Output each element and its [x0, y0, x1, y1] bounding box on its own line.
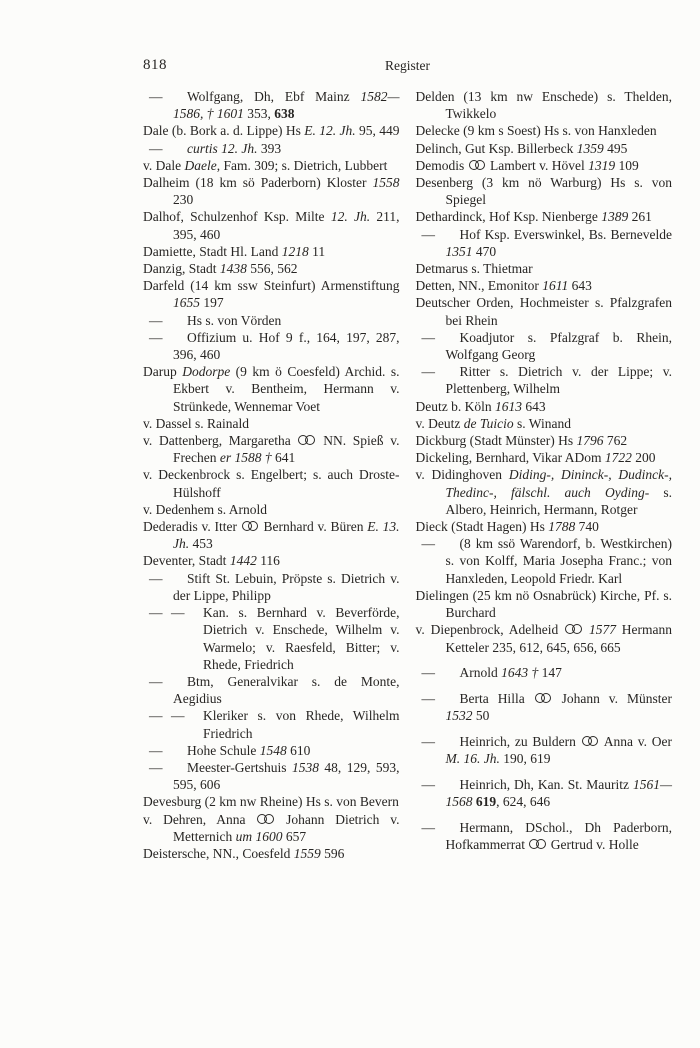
index-entry: [143, 208, 400, 242]
entry-dash: —: [149, 89, 163, 104]
index-entry: [143, 793, 400, 810]
index-entry: [143, 260, 400, 277]
index-entry: [416, 587, 673, 621]
text-segment: 1389: [601, 209, 629, 225]
entry-dash: —: [149, 570, 163, 586]
text-segment: Deutscher Orden, Hochmeister s. Pfalzgrafen bei Rhein: [415, 295, 672, 328]
marriage-icon: [469, 160, 486, 171]
text-segment: 740: [575, 519, 599, 535]
text-segment: Hohe Schule: [187, 742, 260, 758]
text-segment: Dickeling, Bernhard, Vikar ADom: [415, 450, 605, 466]
page-header: [143, 57, 672, 77]
index-columns: [143, 88, 672, 862]
index-entry: [416, 277, 673, 294]
text-segment: Hermann, DSchol., Dh Paderborn, Hofkammerrat: [445, 819, 672, 852]
marriage-icon: [257, 814, 274, 825]
text-segment: 200: [631, 450, 656, 466]
entry-dash: —: [149, 708, 163, 724]
entry-dash: —: [149, 742, 163, 758]
text-segment: Dickburg (Stadt Münster) Hs: [415, 433, 577, 449]
index-entry: [143, 759, 400, 793]
text-segment: Lambert v. Hövel: [486, 157, 589, 173]
entry-dash: —: [421, 733, 435, 749]
text-segment: Ritter s. Dietrich v. der Lippe; v. Plettenberg, Wilhelm: [445, 364, 672, 397]
index-entry: [143, 552, 400, 569]
index-entry: [416, 466, 673, 518]
text-segment: 1438: [219, 261, 247, 277]
text-segment: 1796: [576, 433, 604, 449]
entry-dash: —: [149, 329, 163, 345]
text-segment: 1613: [494, 398, 522, 414]
text-segment: Demodis: [415, 157, 468, 173]
text-segment: v. Diepenbrock, Adelheid: [415, 622, 565, 638]
text-segment: Hs s. von Vörden: [187, 312, 282, 328]
index-entry: [143, 243, 400, 260]
text-segment: 643: [568, 278, 592, 294]
index-entry: [416, 157, 673, 174]
text-segment: M. 16. Jh.: [445, 751, 500, 767]
text-segment: Btm, Generalvikar s. de Monte, Aegidius: [173, 673, 400, 707]
index-entry: [143, 157, 400, 174]
index-entry: [416, 690, 673, 724]
text-segment: 470: [472, 243, 497, 259]
text-segment: 1218: [281, 243, 309, 259]
text-segment: Delden (13 km nw Enschede) s. Thelden, Twikkelo: [415, 89, 672, 122]
text-segment: 596: [320, 845, 345, 861]
text-segment: 610: [286, 742, 311, 758]
text-segment: 1559: [293, 845, 321, 861]
entry-dash: —: [149, 673, 163, 689]
text-segment: (8 km ssö Warendorf, b. Westkirchen) s. von Kolff, Maria Josepha Franc.; von Hanxleden, Leopold Friedr. Karl: [445, 536, 672, 586]
entry-dash: —: [421, 690, 435, 706]
text-segment: E. 12. Jh.: [304, 123, 356, 139]
index-entry: [416, 432, 673, 449]
text-segment: s. Winand: [513, 415, 571, 431]
text-segment: v. Dassel s. Rainald: [143, 415, 249, 431]
text-segment: Dethardinck, Hof Ksp. Nienberge: [415, 209, 602, 225]
index-entry: [143, 174, 400, 208]
index-entry: [416, 329, 673, 363]
text-segment: v. Didinghoven: [415, 467, 509, 483]
text-segment: Daele: [184, 157, 217, 173]
index-entry: [143, 88, 400, 122]
index-entry: [143, 277, 400, 311]
text-segment: 1722: [604, 450, 632, 466]
text-segment: er 1588 †: [219, 450, 272, 466]
entry-dash: —: [149, 312, 163, 328]
index-entry: [416, 398, 673, 415]
text-segment: Kleriker s. von Rhede, Wilhelm Friedrich: [203, 708, 400, 741]
index-entry: [416, 819, 673, 853]
text-segment: Dieck (Stadt Hagen) Hs: [415, 519, 549, 535]
text-segment: Detten, NN., Emonitor: [415, 278, 543, 294]
text-segment: 211, 395, 460: [173, 209, 400, 242]
index-entry: [416, 226, 673, 260]
text-segment: Hof Ksp. Everswinkel, Bs. Bernevelde: [459, 226, 672, 242]
text-segment: E. 13. Jh.: [173, 519, 400, 552]
entry-dash: —: [171, 605, 185, 621]
entry-dash: —: [421, 819, 435, 835]
index-entry: [143, 122, 400, 139]
text-segment: s. Albero, Heinrich, Hermann, Rotger: [445, 484, 672, 517]
text-segment: curtis 12. Jh.: [187, 140, 258, 156]
text-segment: 1538: [291, 759, 319, 775]
index-entry: [143, 329, 400, 363]
index-entry: [143, 415, 400, 432]
text-segment: 1561—1568: [445, 776, 672, 809]
index-entry: [416, 664, 673, 681]
entry-dash: —: [171, 708, 185, 724]
entry-dash: —: [421, 665, 435, 681]
text-segment: v. Dehren, Anna: [143, 811, 257, 827]
text-segment: 619: [475, 793, 497, 809]
index-entry: [416, 174, 673, 208]
text-segment: Johann v. Münster: [552, 690, 672, 706]
text-segment: 230: [173, 192, 194, 208]
marriage-icon: [529, 839, 546, 850]
text-segment: 95, 449: [355, 123, 400, 139]
text-segment: NN. Spieß v. Frechen: [173, 433, 400, 466]
column-right: [416, 88, 673, 862]
index-entry: [416, 208, 673, 225]
entry-dash: —: [421, 364, 435, 380]
text-segment: Deutz b. Köln: [415, 398, 495, 414]
text-segment: 1655: [173, 295, 200, 311]
index-entry: [143, 501, 400, 518]
index-entry: [416, 776, 673, 810]
text-segment: Berta Hilla: [459, 690, 534, 706]
index-entry: [143, 811, 400, 845]
index-entry: [416, 518, 673, 535]
text-segment: 495: [603, 140, 628, 156]
text-segment: Kan. s. Bernhard v. Beverförde, Dietrich v. Enschede, Wilhelm v. Warmelo; v. Raesfeld, Bitter; v. Rhede, Friedrich: [203, 605, 400, 672]
text-segment: 190, 619: [499, 751, 551, 767]
index-entry: [416, 294, 673, 328]
text-segment: 1558: [372, 175, 400, 191]
text-segment: 197: [200, 295, 224, 311]
text-segment: , Fam. 309; s. Dietrich, Lubbert: [216, 157, 388, 173]
text-segment: Desenberg (3 km nö Warburg) Hs s. von Spiegel: [415, 175, 672, 208]
text-segment: (9 km ö Coesfeld) Archid. s. Ekbert v. Bentheim, Hermann v. Strünkede, Wennemar Voet: [173, 364, 400, 414]
index-entry: [143, 466, 400, 500]
text-segment: 261: [628, 209, 652, 225]
index-entry: [416, 449, 673, 466]
marriage-icon: [565, 624, 582, 635]
index-entry: [143, 518, 400, 552]
text-segment: 1788: [548, 519, 576, 535]
index-entry: [143, 673, 400, 707]
text-segment: Dielingen (25 km nö Osnabrück) Kirche, Pf. s. Burchard: [415, 587, 672, 621]
entry-dash: —: [421, 226, 435, 242]
entry-dash: —: [421, 329, 435, 345]
index-entry: [416, 363, 673, 397]
text-segment: Delinch, Gut Ksp. Billerbeck: [415, 140, 577, 156]
text-segment: 1582—1586, † 1601: [173, 89, 400, 122]
text-segment: Detmarus s. Thietmar: [415, 261, 533, 277]
text-segment: Offizium u. Hof 9 f., 164, 197, 287, 396, 460: [173, 329, 400, 363]
index-entry: [416, 88, 673, 122]
text-segment: 50: [472, 708, 490, 724]
text-segment: Dalhof, Schulzenhof Ksp. Milte: [143, 209, 331, 225]
text-segment: Arnold: [459, 665, 502, 681]
entry-dash: —: [149, 140, 163, 156]
text-segment: Gertrud v. Holle: [547, 836, 639, 852]
index-entry: [143, 312, 400, 329]
column-left: [143, 88, 400, 862]
text-segment: Darup: [143, 364, 183, 380]
text-segment: 1351: [445, 243, 473, 259]
index-entry: [416, 621, 673, 655]
text-segment: Hermann Ketteler 235, 612, 645, 656, 665: [445, 622, 673, 655]
text-segment: 762: [603, 433, 628, 449]
index-entry: [143, 363, 400, 415]
text-segment: Dodorpe: [182, 364, 231, 380]
text-segment: Johann Dietrich v. Metternich: [173, 811, 400, 844]
page-number: 818: [143, 57, 167, 73]
text-segment: Dale (b. Bork a. d. Lippe) Hs: [143, 123, 305, 139]
text-segment: 1577: [588, 622, 616, 638]
text-segment: Meester-Gertshuis: [187, 759, 292, 775]
text-segment: 1611: [542, 278, 569, 294]
text-segment: Heinrich, zu Buldern: [459, 733, 581, 749]
marriage-icon: [535, 693, 552, 704]
index-entry: [143, 604, 400, 673]
text-segment: 657: [282, 828, 307, 844]
index-entry: [416, 122, 673, 139]
marriage-icon: [298, 435, 315, 446]
text-segment: 641: [271, 450, 296, 466]
text-segment: 116: [256, 553, 280, 569]
index-entry: [416, 260, 673, 277]
text-segment: , 624, 646: [496, 793, 551, 809]
entry-dash: —: [149, 605, 163, 621]
text-segment: v. Deutz: [415, 415, 464, 431]
text-segment: 353,: [243, 106, 275, 122]
page-title: Register: [385, 58, 430, 73]
text-segment: Deventer, Stadt: [143, 553, 230, 569]
text-segment: Darfeld (14 km ssw Steinfurt) Armenstiftung: [143, 278, 400, 294]
index-entry: [416, 535, 673, 587]
text-segment: Koadjutor s. Pfalzgraf b. Rhein, Wolfgang Georg: [445, 329, 672, 363]
text-segment: Dederadis v. Itter: [143, 519, 241, 535]
text-segment: Wolfgang, Dh, Ebf Mainz: [187, 89, 361, 104]
text-segment: v. Dedenhem s. Arnold: [143, 501, 267, 517]
index-entry: [143, 707, 400, 741]
text-segment: um 1600: [235, 828, 283, 844]
marriage-icon: [582, 736, 599, 747]
entry-dash: —: [421, 536, 435, 552]
text-segment: 638: [274, 106, 295, 122]
text-segment: 147: [538, 665, 562, 681]
index-entry: [143, 570, 400, 604]
text-segment: Diding-, Dininck-, Dudinck-, Thedinc-, fälschl. auch Oyding-: [445, 467, 672, 500]
text-segment: v. Dale: [143, 157, 185, 173]
text-segment: de Tuicio: [463, 415, 514, 431]
index-entry: [416, 415, 673, 432]
text-segment: Dalheim (18 km sö Paderborn) Kloster: [143, 175, 373, 191]
text-segment: Deistersche, NN., Coesfeld: [143, 845, 294, 861]
text-segment: Devesburg (2 km nw Rheine) Hs s. von Bevern: [143, 794, 399, 810]
text-segment: 11: [308, 243, 326, 259]
text-segment: 1532: [445, 708, 473, 724]
entry-dash: —: [421, 776, 435, 792]
index-entry: [143, 432, 400, 466]
text-segment: 393: [257, 140, 282, 156]
text-segment: v. Dattenberg, Margaretha: [143, 433, 298, 449]
text-segment: Danzig, Stadt: [143, 261, 220, 277]
text-segment: 109: [615, 157, 639, 173]
text-segment: 1359: [576, 140, 604, 156]
text-segment: Anna v. Oer: [599, 733, 673, 749]
text-segment: 453: [189, 536, 213, 552]
text-segment: 1442: [229, 553, 257, 569]
text-segment: 12. Jh.: [330, 209, 371, 225]
text-segment: Bernhard v. Büren: [259, 519, 368, 535]
text-segment: v. Deckenbrock s. Engelbert; s. auch Droste-Hülshoff: [143, 467, 400, 500]
text-segment: Delecke (9 km s Soest) Hs s. von Hanxleden: [415, 123, 657, 139]
text-segment: 1548: [259, 742, 287, 758]
text-segment: 1643 †: [501, 665, 539, 681]
index-entry: [143, 140, 400, 157]
text-segment: 1319: [588, 157, 616, 173]
text-segment: Stift St. Lebuin, Pröpste s. Dietrich v. der Lippe, Philipp: [173, 570, 400, 603]
index-entry: [143, 845, 400, 862]
text-segment: 48, 129, 593, 595, 606: [173, 759, 400, 793]
index-entry: [143, 742, 400, 759]
entry-dash: —: [149, 759, 163, 775]
marriage-icon: [242, 521, 259, 532]
index-entry: [416, 140, 673, 157]
index-entry: [416, 733, 673, 767]
text-segment: 556, 562: [246, 261, 298, 277]
text-segment: Damiette, Stadt Hl. Land: [143, 243, 282, 259]
text-segment: 643: [521, 398, 546, 414]
text-segment: Heinrich, Dh, Kan. St. Mauritz: [459, 776, 633, 792]
